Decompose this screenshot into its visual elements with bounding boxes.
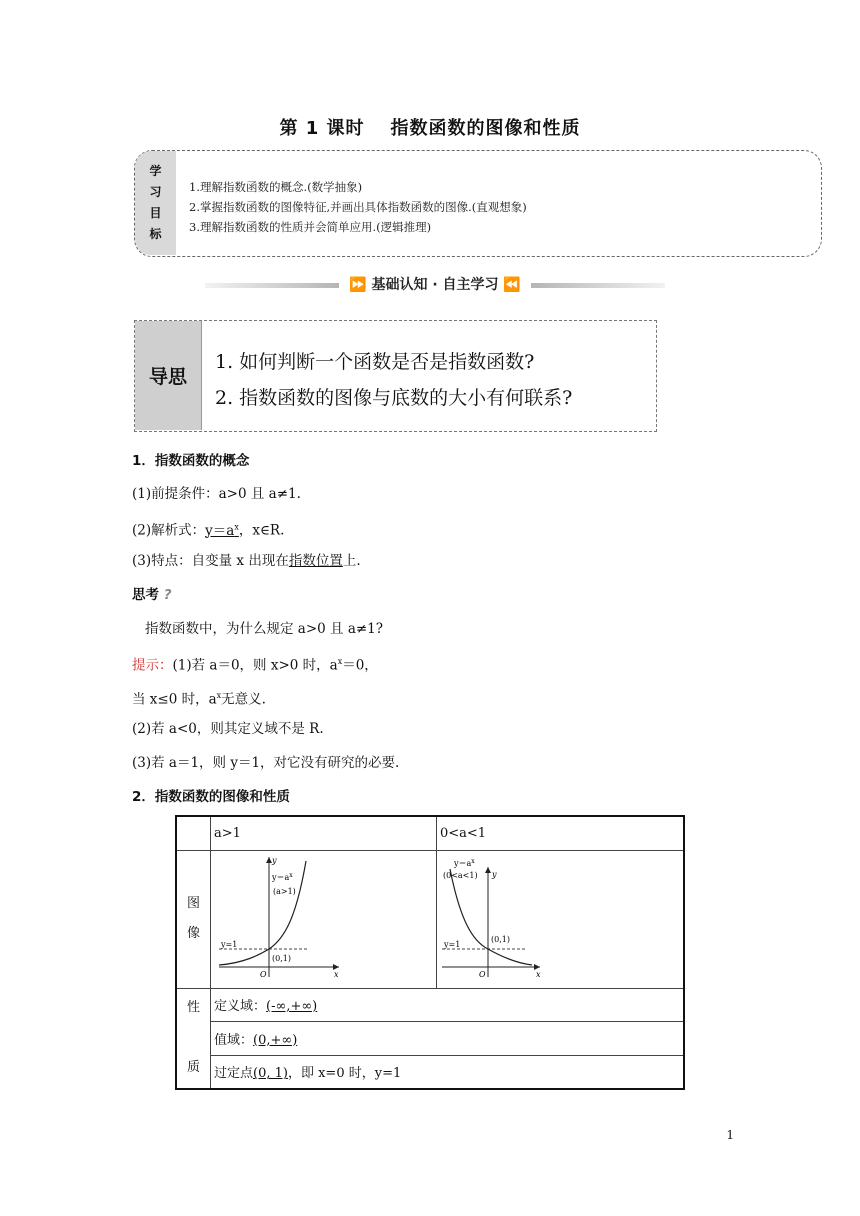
- condition-label: (0<a<1): [443, 871, 478, 880]
- text: y＝a: [454, 859, 472, 868]
- hint-line: (2)若 a<0，则其定义域不是 R.: [132, 721, 324, 737]
- text: 过定点: [214, 1066, 254, 1082]
- equation-label: [271, 872, 293, 882]
- text: ，即 x=0 时，y=1: [287, 1066, 402, 1082]
- point-label: (0,1): [491, 935, 510, 944]
- header-a-gt-1: a>1: [211, 816, 437, 850]
- x-label: x: [334, 970, 339, 979]
- section-banner: [205, 274, 665, 296]
- text: ，x∈R.: [238, 522, 285, 539]
- feature-answer: 指数位置: [288, 553, 343, 569]
- table-row: [176, 988, 684, 1021]
- lesson-topic: 指数函数的图像和性质: [390, 118, 581, 139]
- text: 无意义.: [221, 691, 266, 708]
- learning-goals-box: [134, 150, 822, 257]
- goal-item: 3.理解指数函数的性质并会简单应用.(逻辑推理): [189, 220, 432, 234]
- hint-line: [132, 653, 378, 675]
- premise-line: [132, 485, 301, 503]
- exponent: x: [471, 858, 475, 865]
- table-cell: [176, 816, 211, 850]
- think-label: [132, 586, 172, 604]
- graph-a-gt-1: [214, 853, 344, 981]
- page-title: [0, 114, 860, 140]
- tab-char: 目: [149, 206, 162, 220]
- text: 上.: [342, 553, 361, 569]
- range-answer: (0,+∞): [253, 1032, 298, 1048]
- text: (3)特点：自变量 x 出现在: [132, 553, 289, 569]
- text: (1)若 a＝0，则 x>0 时，a: [172, 657, 338, 674]
- x-label: x: [536, 970, 541, 979]
- text: 定义域：: [214, 999, 267, 1014]
- point-label: (0,1): [272, 954, 291, 963]
- domain-cell: [211, 988, 685, 1021]
- text: (2)解析式：: [132, 522, 206, 539]
- properties-table: [175, 815, 685, 1090]
- banner-rule-left: [205, 283, 339, 288]
- text: y＝a: [205, 522, 235, 539]
- line-label: y=1: [444, 940, 461, 949]
- table-row: [176, 1055, 684, 1089]
- fixed-point-answer: (0, 1): [253, 1066, 288, 1082]
- equation-label: [453, 858, 475, 868]
- tab-char: 标: [149, 227, 162, 241]
- fixed-point-cell: [211, 1055, 685, 1089]
- hint-line: [132, 687, 266, 709]
- graph-cell: [437, 850, 685, 988]
- exponent: x: [337, 657, 343, 666]
- hint-label: 提示：: [132, 657, 173, 674]
- text: a>0 且 a≠1.: [218, 486, 301, 502]
- y-axis-arrow: [485, 867, 491, 873]
- line-label: y=1: [221, 940, 238, 949]
- tab-char: 学: [149, 164, 162, 178]
- exponent: x: [234, 522, 239, 531]
- exponent: x: [216, 691, 222, 700]
- goal-item: 2.掌握指数函数的图像特征,并画出具体指数函数的图像.(直观想象): [189, 200, 527, 214]
- condition-label: (a>1): [273, 887, 296, 896]
- learning-goals-list: [189, 177, 527, 237]
- graph-cell: [211, 850, 437, 988]
- text: 思考: [132, 587, 159, 603]
- header-a-lt-1: 0<a<1: [437, 816, 685, 850]
- curve-a-lt-1: [450, 869, 532, 965]
- banner-title: ⏩ 基础认知 · 自主学习 ⏪: [349, 277, 521, 293]
- table-row: [176, 816, 684, 850]
- text: 质: [186, 1060, 200, 1076]
- feature-line: [132, 552, 361, 570]
- lesson-number: 第 1 课时: [279, 118, 365, 139]
- y-label: y: [492, 870, 497, 879]
- domain-answer: (-∞,+∞): [266, 999, 318, 1014]
- hint-line: (3)若 a＝1，则 y＝1，对它没有研究的必要.: [132, 755, 400, 771]
- text: 性: [186, 1000, 200, 1016]
- section-heading: 1．指数函数的概念: [132, 453, 250, 469]
- table-row: [176, 850, 684, 988]
- text: 图: [186, 896, 200, 911]
- text: 像: [186, 926, 200, 941]
- question-mark-icon: ?: [163, 587, 172, 603]
- section-heading: 2．指数函数的图像和性质: [132, 789, 290, 805]
- formula-line: [132, 518, 284, 540]
- text: ＝0，: [342, 657, 378, 674]
- page-number: 1: [726, 1128, 734, 1142]
- guide-question: 1. 如何判断一个函数是否是指数函数?: [215, 351, 535, 373]
- row-label-image: [176, 850, 211, 988]
- tab-char: 习: [149, 185, 162, 199]
- curve-a-gt-1: [219, 861, 306, 965]
- text: y＝a: [272, 873, 290, 882]
- graph-a-lt-1: [440, 853, 550, 981]
- exponent: x: [289, 872, 293, 879]
- range-cell: [211, 1021, 685, 1055]
- banner-text: 基础认知 · 自主学习: [371, 277, 499, 293]
- text: 值域：: [214, 1032, 254, 1048]
- guide-box: [134, 320, 657, 432]
- origin-label: O: [479, 970, 486, 979]
- guide-tab: 导思: [135, 321, 202, 430]
- guide-question: 2. 指数函数的图像与底数的大小有何联系?: [215, 387, 573, 409]
- goal-item: 1.理解指数函数的概念.(数学抽象): [189, 180, 363, 194]
- origin-label: O: [260, 970, 267, 979]
- learning-goals-tab: [135, 151, 176, 255]
- think-question: 指数函数中，为什么规定 a>0 且 a≠1?: [145, 621, 384, 637]
- y-label: y: [272, 856, 277, 865]
- row-label-properties: [176, 988, 211, 1089]
- banner-rule-right: [531, 283, 665, 288]
- formula-answer: [205, 523, 239, 539]
- table-row: [176, 1021, 684, 1055]
- text: (1)前提条件：: [132, 486, 219, 502]
- text: 当 x≤0 时，a: [132, 691, 217, 708]
